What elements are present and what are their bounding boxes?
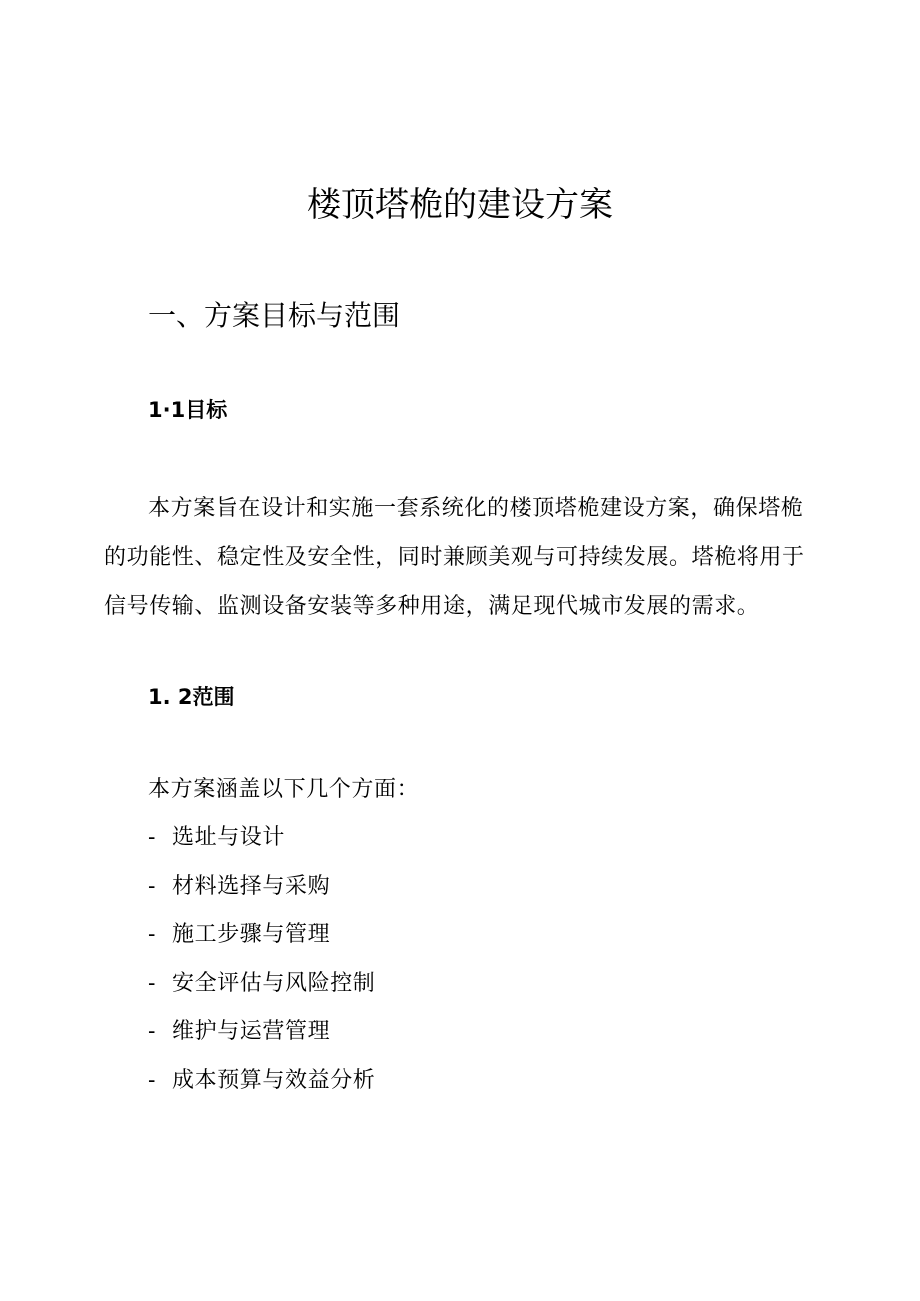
- list-item-text: 材料选择与采购: [172, 873, 331, 899]
- list-item-text: 施工步骤与管理: [172, 922, 331, 947]
- goal-paragraph: 本方案旨在设计和实施一套系统化的楼顶塔桅建设方案，确保塔桅的功能性、稳定性及安全性，同时兼顾美观与可持续发展。塔桅将用于信号传输、监测设备安装等多种用途，满足现代城市发展的需求。: [104, 496, 805, 619]
- document-title: 楼顶塔桅的建设方案: [307, 185, 613, 225]
- list-item: [148, 917, 375, 966]
- list-item-text: 成本预算与效益分析: [172, 1067, 376, 1093]
- list-dash: -: [148, 970, 157, 996]
- section-heading: 一、方案目标与范围: [148, 299, 401, 332]
- list-item-text: 维护与运营管理: [172, 1019, 331, 1044]
- goal-heading: 1·1目标: [148, 398, 228, 422]
- list-item: [148, 1063, 375, 1112]
- list-item: [148, 966, 375, 1015]
- list-item-text: 选址与设计: [172, 825, 286, 850]
- list-dash: -: [148, 1067, 157, 1093]
- list-dash: -: [148, 922, 157, 947]
- list-dash: -: [148, 873, 157, 899]
- list-dash: -: [148, 825, 157, 850]
- list-item: [148, 1014, 375, 1063]
- list-item-text: 安全评估与风险控制: [172, 970, 376, 996]
- scope-list: [148, 820, 375, 1111]
- scope-intro: 本方案涵盖以下几个方面：: [148, 777, 420, 802]
- list-item: [148, 820, 375, 869]
- scope-heading: 1. 2范围: [148, 685, 235, 709]
- list-item: [148, 869, 375, 918]
- list-dash: -: [148, 1019, 157, 1044]
